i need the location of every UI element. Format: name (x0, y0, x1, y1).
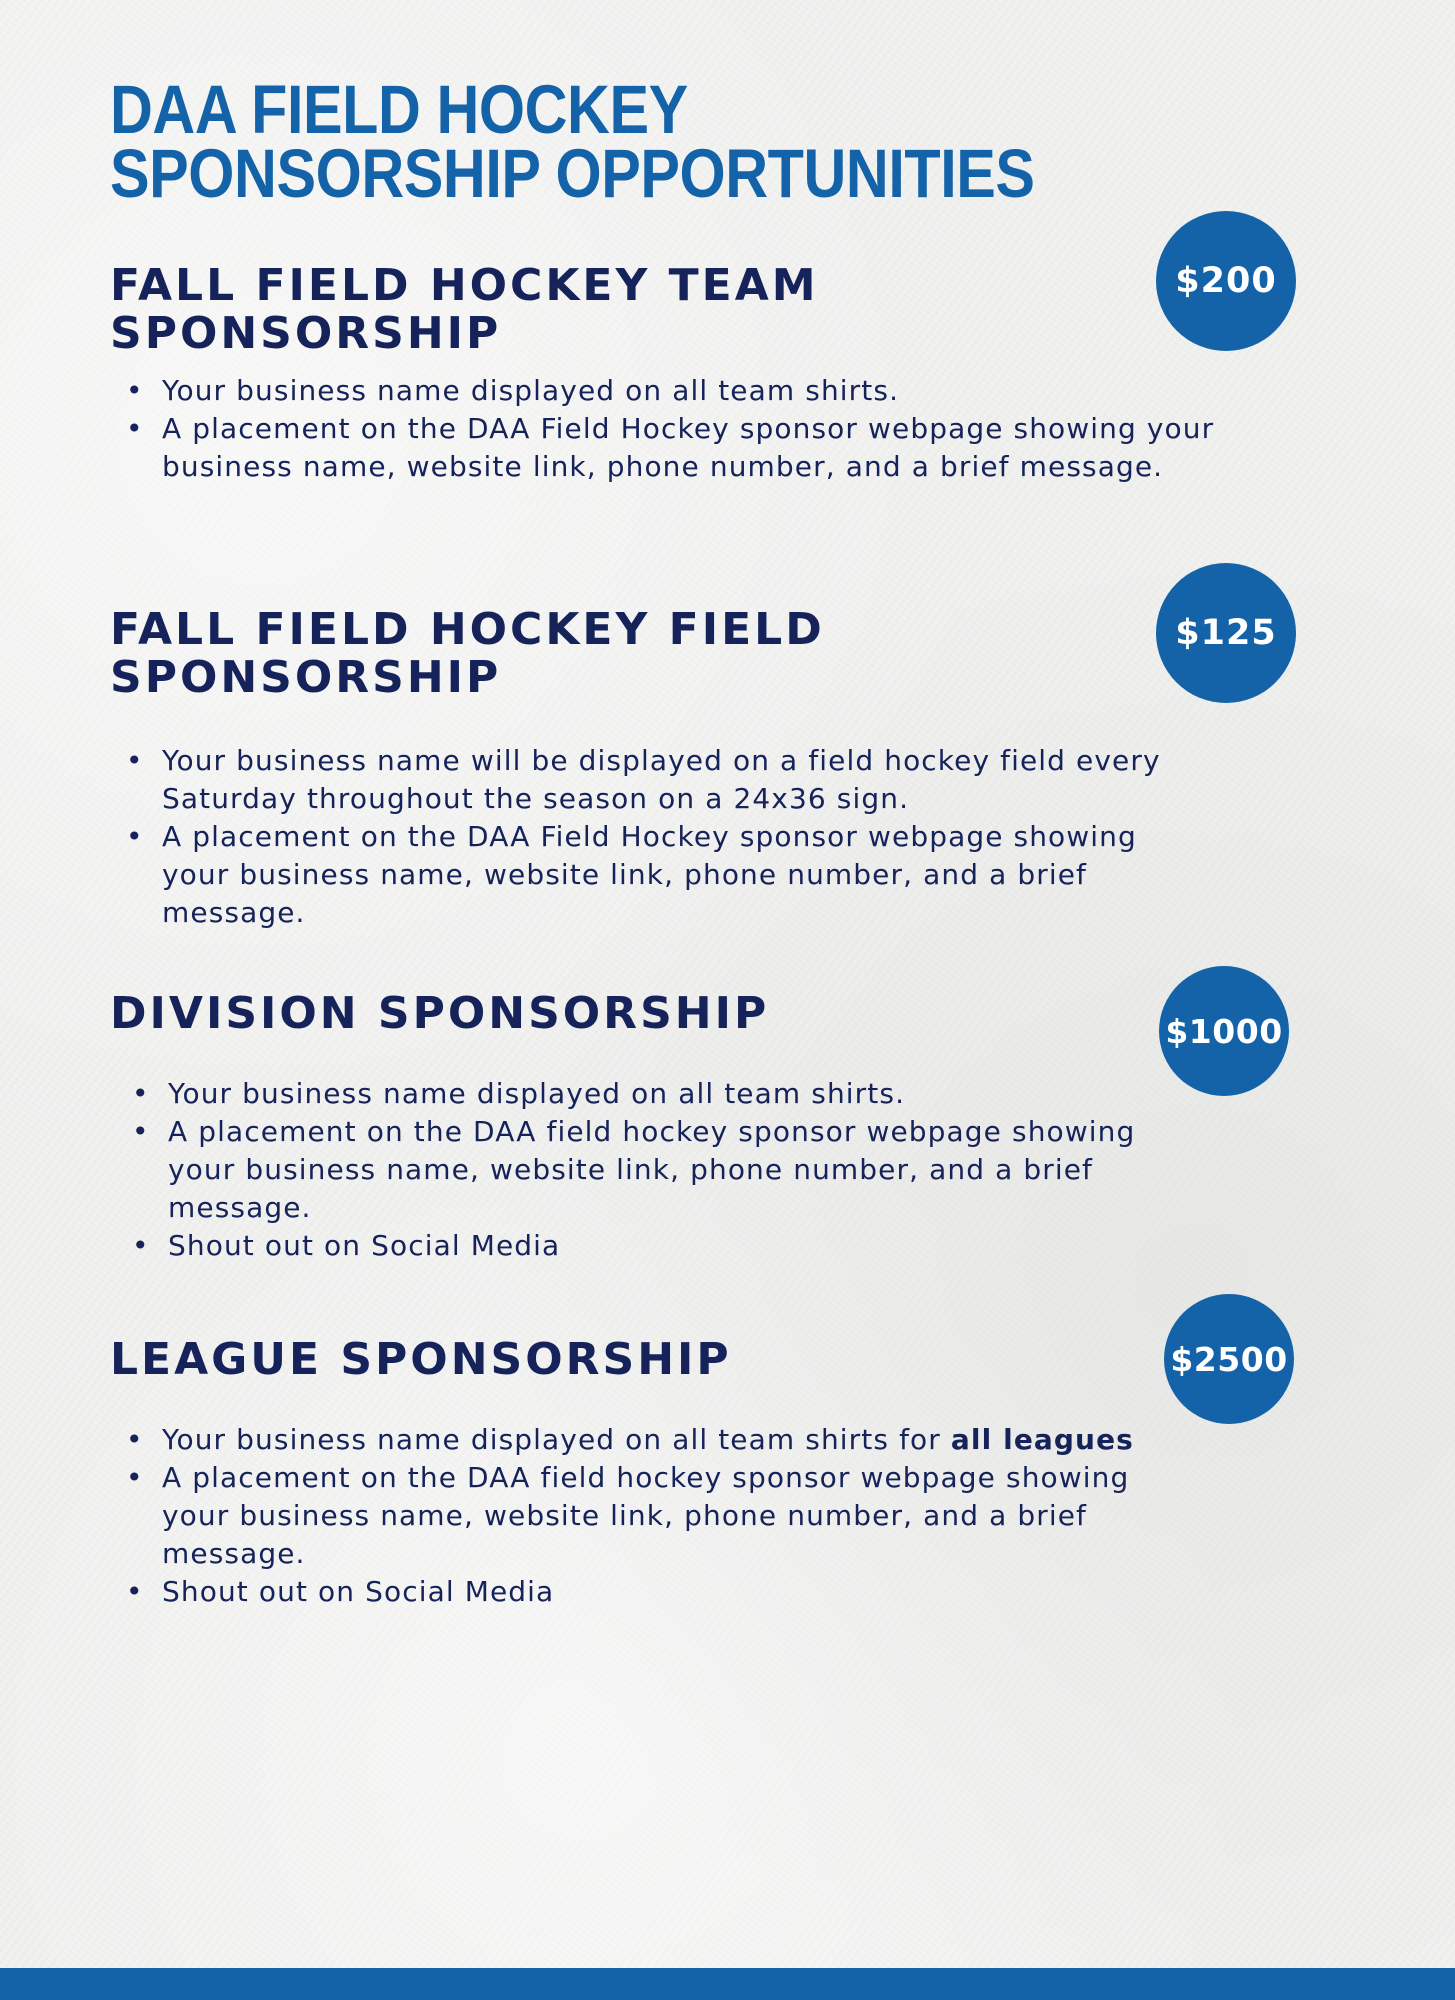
section-title-line: DIVISION SPONSORSHIP (110, 988, 770, 1039)
list-item-text: your business name, website link, phone number, and a brief (162, 1499, 1087, 1532)
price-badge-2500 (1164, 1294, 1294, 1424)
list-item-text: Your business name will be displayed on a field hockey field every (162, 744, 1161, 777)
section-title (110, 606, 1340, 702)
section-league-sponsorship (110, 1336, 1340, 1611)
list-item (116, 1227, 1340, 1265)
list-item-text: message. (162, 1537, 306, 1570)
price-label: $200 (1175, 261, 1277, 301)
footer-bar (0, 1968, 1455, 2000)
section-team-sponsorship (110, 262, 1340, 486)
bullet-icon: • (132, 1229, 150, 1262)
section-title (110, 990, 1340, 1038)
section-title-line: LEAGUE SPONSORSHIP (110, 1334, 732, 1385)
list-item-text: message. (168, 1191, 312, 1224)
list-item-text-bold: all leagues (950, 1423, 1134, 1456)
list-item (110, 1573, 1340, 1611)
section-title (110, 1336, 1340, 1384)
list-item (110, 1459, 1340, 1573)
list-item-text: A placement on the DAA Field Hockey sponsor webpage showing (162, 820, 1137, 853)
list-item-text (162, 1421, 1340, 1459)
bullet-icon: • (126, 1575, 144, 1608)
price-badge-200 (1156, 211, 1296, 351)
list-item (110, 410, 1340, 486)
bullet-icon: • (132, 1077, 150, 1110)
list-item-text: message. (162, 896, 306, 929)
bullet-icon: • (126, 1461, 144, 1494)
price-badge-125 (1156, 563, 1296, 703)
list-item-text-regular: Your business name displayed on all team shirts for (162, 1423, 941, 1456)
section-title-line: FALL FIELD HOCKEY TEAM (110, 260, 819, 311)
bullet-icon: • (132, 1115, 150, 1148)
price-badge-1000 (1159, 966, 1289, 1096)
list-item-text: Your business name displayed on all team shirts. (168, 1077, 906, 1110)
list-item-text: A placement on the DAA field hockey sponsor webpage showing (162, 1461, 1130, 1494)
list-item (116, 1075, 1340, 1113)
list-item-text: your business name, website link, phone number, and a brief (168, 1153, 1093, 1186)
section-title-line: FALL FIELD HOCKEY FIELD (110, 604, 825, 655)
benefits-list (110, 742, 1340, 932)
bullet-icon: • (126, 412, 144, 445)
benefits-list (110, 372, 1340, 486)
list-item-text: your business name, website link, phone number, and a brief (162, 858, 1087, 891)
page-title (110, 71, 1035, 212)
bullet-icon: • (126, 374, 144, 407)
bullet-icon: • (126, 744, 144, 777)
price-label: $125 (1175, 613, 1277, 653)
page-title-line-1: DAA FIELD HOCKEY (110, 71, 688, 148)
list-item-text: A placement on the DAA field hockey sponsor webpage showing (168, 1115, 1136, 1148)
list-item (110, 818, 1340, 932)
benefits-list (110, 1421, 1340, 1611)
list-item-text: Shout out on Social Media (162, 1575, 555, 1608)
list-item (110, 372, 1340, 410)
section-field-sponsorship (110, 606, 1340, 932)
list-item-text: A placement on the DAA Field Hockey sponsor webpage showing your (162, 412, 1215, 445)
list-item (110, 1421, 1340, 1459)
price-label: $2500 (1170, 1339, 1288, 1379)
section-title-line: SPONSORSHIP (110, 308, 502, 359)
list-item (110, 742, 1340, 818)
price-label: $1000 (1165, 1011, 1283, 1051)
section-title-line: SPONSORSHIP (110, 652, 502, 703)
list-item-text: Your business name displayed on all team shirts. (162, 374, 900, 407)
bullet-icon: • (126, 820, 144, 853)
list-item-text: Saturday throughout the season on a 24x36 sign. (162, 782, 910, 815)
page-title-line-2: SPONSORSHIP OPPORTUNITIES (110, 135, 1035, 212)
bullet-icon: • (126, 1423, 144, 1456)
list-item-text: business name, website link, phone number, and a brief message. (162, 450, 1164, 483)
list-item (116, 1113, 1340, 1227)
benefits-list (110, 1075, 1340, 1265)
section-division-sponsorship (110, 990, 1340, 1265)
list-item-text: Shout out on Social Media (168, 1229, 561, 1262)
